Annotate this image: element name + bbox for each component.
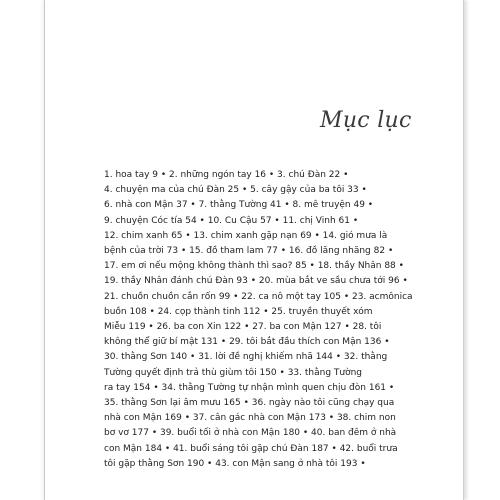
toc-line: 35. thằng Sơn lại âm mưu 165 • 36. ngày nào tôi cũng chạy qua [104,398,395,409]
toc-line: buồn 108 • 24. cọp thành tinh 112 • 25. truyền thuyết xóm [104,306,373,317]
toc-line: tôi gặp thằng Sơn 190 • 43. con Mận sang ở nhà tôi 193 • [104,458,366,469]
toc-line: 21. chuồn chuồn cắn rốn 99 • 22. ca nô một tay 105 • 23. acmônica [104,291,413,302]
toc-line: Miễu 119 • 26. ba con Xin 122 • 27. ba con Mận 127 • 28. tôi [104,322,382,333]
toc-line: 1. hoa tay 9 • 2. những ngón tay 16 • 3. chú Đàn 22 • [104,170,349,180]
toc-line: 6. nhà con Mận 37 • 7. thằng Tường 41 • 8. mê truyện 49 • [104,200,374,211]
toc-line: con Mận 184 • 41. buổi sáng tôi gặp chú Đàn 187 • 42. buổi trưa [104,443,398,454]
toc-line: 30. thằng Sơn 140 • 31. lời đề nghị khiếm nhã 144 • 32. thằng [104,352,388,363]
toc-line: ra tay 154 • 34. thằng Tường tự nhận mình quen chịu đòn 161 • [104,382,395,393]
toc-line: bệnh của trời 73 • 15. đồ tham lam 77 • 16. đồ lăng nhăng 82 • [104,246,394,257]
toc-line: 9. chuyện Cóc tía 54 • 10. Cu Cậu 57 • 11. chị Vinh 61 • [104,215,359,226]
toc-line: 4. chuyện ma của chú Đàn 25 • 5. cây gậy của ba tôi 33 • [104,185,367,196]
toc-line: Tường quyết định trả thù giùm tôi 150 • 33. thằng Tường [104,367,363,378]
page-title: Mục lục [320,108,412,133]
toc-line: 19. thầy Nhân đánh chú Đàn 93 • 20. mùa bắt ve sầu chưa tới 96 • [104,276,408,287]
toc-line: nhà con Mận 169 • 37. cân gác nhà con Mận 173 • 38. chim non [104,413,396,424]
toc-line: 12. chim xanh 65 • 13. chim xanh gặp nạn 69 • 14. gió mưa là [104,230,388,241]
book-page [44,0,464,500]
toc-line: 17. em ơi nếu mộng không thành thì sao? 85 • 18. thầy Nhân 88 • [104,261,404,272]
table-of-contents [104,168,438,472]
toc-line: không thể giữ bí mật 131 • 29. tôi bắt đầu thích con Mận 136 • [104,337,390,348]
toc-line: bơ vơ 177 • 39. buổi tối ở nhà con Mận 180 • 40. ban đêm ở nhà [104,428,397,439]
